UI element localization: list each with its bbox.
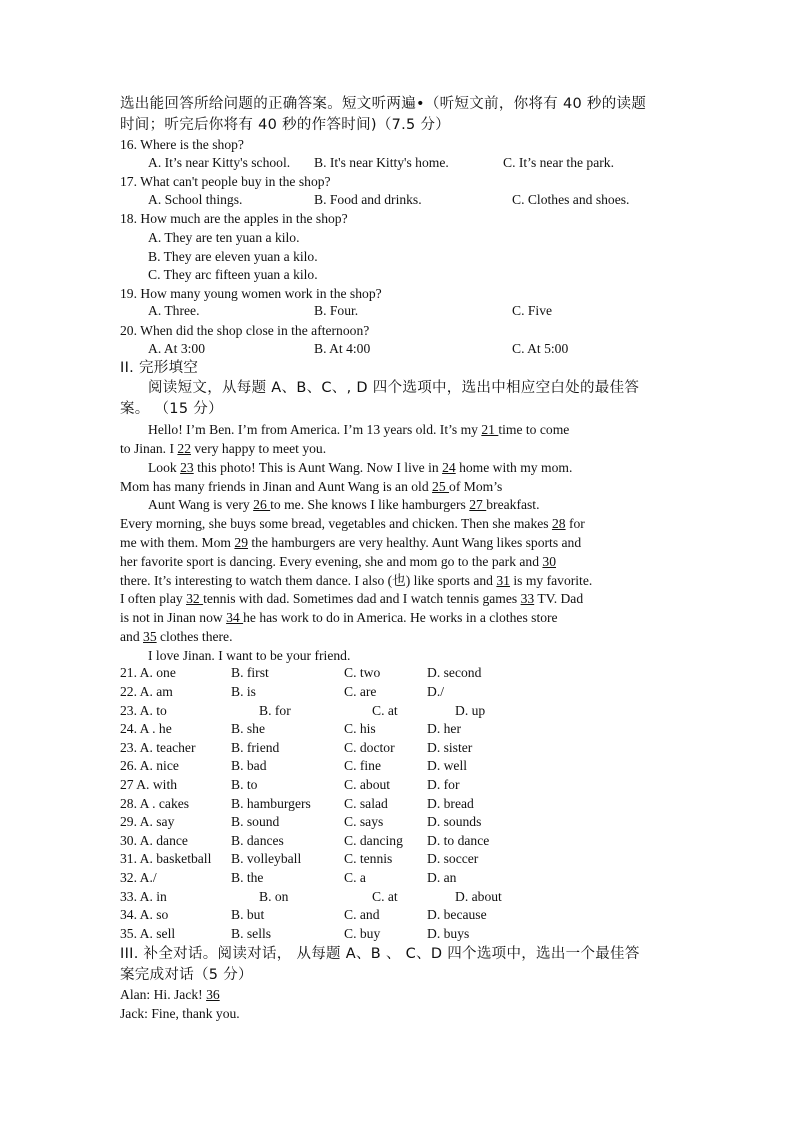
paragraph-3-line8: and 35 clothes there. (120, 628, 233, 644)
option-b: B. Four. (314, 303, 359, 319)
option-choice: C. at (372, 888, 398, 904)
option-choice: 35. A. sell (120, 925, 176, 941)
option-choice: D. an (427, 870, 457, 886)
blank-36: 36 (206, 987, 220, 1003)
option-choice: B. dances (231, 832, 284, 848)
option-row (120, 758, 676, 777)
option-row (120, 684, 676, 703)
paragraph-3-line7: is not in Jinan now 34 he has work to do in America. He works in a clothes store (120, 610, 558, 626)
option-choice: D. buys (427, 925, 470, 941)
option-choice: C. a (344, 870, 366, 886)
cloze-heading: II. 完形填空 (120, 360, 199, 377)
option-choice: 22. A. am (120, 684, 173, 700)
option-choice: 23. A. teacher (120, 739, 196, 755)
option-choice: B. she (231, 721, 265, 737)
option-choice: C. about (344, 777, 391, 793)
question-18-option-a: A. They are ten yuan a kilo. (148, 229, 300, 245)
option-choice: B. sound (231, 814, 280, 830)
option-choice: C. and (344, 907, 380, 923)
option-choice: D. up (455, 702, 486, 718)
paragraph-3-line2: Every morning, she buys some bread, vegetables and chicken. Then she makes 28 for (120, 516, 585, 532)
cloze-passage (120, 421, 676, 665)
option-c: C. It’s near the park. (503, 154, 614, 170)
option-choice: B. bad (231, 758, 267, 774)
option-choice: 29. A. say (120, 814, 175, 830)
option-choice: C. two (344, 665, 381, 681)
question-18: 18. How much are the apples in the shop? (120, 211, 348, 227)
option-choice: B. is (231, 684, 256, 700)
question-18-option-c: C. They arc fifteen yuan a kilo. (148, 267, 318, 283)
paragraph-2: Look 23 this photo! This is Aunt Wang. Now I live in 24 home with my mom. (148, 459, 573, 475)
option-row (120, 703, 676, 722)
option-choice: D. because (427, 907, 487, 923)
option-choice: D./ (427, 684, 444, 700)
paragraph-1-cont: to Jinan. I 22 very happy to meet you. (120, 440, 327, 456)
option-a: A. Three. (148, 303, 200, 319)
blank-26: 26 (253, 497, 271, 513)
blank-24: 24 (442, 459, 456, 475)
listening-instruction: 选出能回答所给问题的正确答案。短文听两遍•（听短文前，你将有 40 秒的读题 (120, 96, 647, 112)
option-choice: D. second (427, 665, 482, 681)
dialogue-heading: III. 补全对话。阅读对话， 从每题 A、B 、 C、D 四个选项中，选出一个最佳答 (120, 946, 640, 963)
blank-27: 27 (469, 497, 487, 513)
option-choice: C. tennis (344, 851, 393, 867)
blank-30: 30 (542, 553, 557, 569)
option-a: A. At 3:00 (148, 340, 206, 356)
option-choice: D. sounds (427, 814, 482, 830)
cloze-instruction: 阅读短文，从每题 A、B、C、, D 四个选项中，选出中相应空白处的最佳答 (148, 380, 640, 397)
option-choice: C. at (372, 702, 398, 718)
option-choice: D. sister (427, 739, 473, 755)
blank-35: 35 (143, 628, 157, 644)
option-choice: 21. A. one (120, 665, 176, 681)
option-b: B. It's near Kitty's home. (314, 154, 449, 170)
cloze-instruction-cont: 案。 （15 分） (120, 401, 223, 418)
blank-23: 23 (180, 459, 194, 475)
option-row (120, 870, 676, 889)
option-choice: 23. A. to (120, 702, 167, 718)
option-choice: 27 A. with (120, 777, 178, 793)
option-row (120, 740, 676, 759)
option-b: B. At 4:00 (314, 340, 371, 356)
option-choice: 33. A. in (120, 888, 167, 904)
option-row (120, 814, 676, 833)
option-row (120, 777, 676, 796)
paragraph-1: Hello! I’m Ben. I’m from America. I’m 13 years old. It’s my 21 time to come (148, 422, 570, 438)
option-choice: C. says (344, 814, 384, 830)
paragraph-3-line4: her favorite sport is dancing. Every evening, she and mom go to the park and 30 (120, 553, 557, 569)
blank-33: 33 (520, 591, 535, 607)
option-choice: D. to dance (427, 832, 490, 848)
option-choice: B. for (259, 702, 291, 718)
option-choice: B. the (231, 870, 264, 886)
paragraph-2-cont: Mom has many friends in Jinan and Aunt Wang is an old 25 of Mom’s (120, 478, 503, 494)
option-choice: C. dancing (344, 832, 403, 848)
option-choice: C. doctor (344, 739, 395, 755)
option-choice: 30. A. dance (120, 832, 188, 848)
option-choice: C. buy (344, 925, 381, 941)
exam-page (120, 94, 676, 1024)
question-16: 16. Where is the shop? (120, 137, 244, 152)
blank-21: 21 (481, 422, 499, 438)
option-choice: 26. A. nice (120, 758, 179, 774)
paragraph-3: Aunt Wang is very 26 to me. She knows I like hamburgers 27 breakfast. (148, 497, 540, 513)
option-choice: 31. A. basketball (120, 851, 212, 867)
option-row (120, 833, 676, 852)
option-row (120, 665, 676, 684)
option-choice: D. for (427, 777, 460, 793)
blank-22: 22 (177, 440, 191, 456)
option-choice: D. soccer (427, 851, 479, 867)
dialogue-line-alan: Alan: Hi. Jack! 36 (120, 987, 220, 1003)
option-choice: B. on (259, 888, 289, 904)
option-choice: B. friend (231, 739, 280, 755)
option-row (120, 796, 676, 815)
option-choice: B. sells (231, 925, 272, 941)
question-17: 17. What can't people buy in the shop? (120, 174, 331, 190)
dialogue-line-jack: Jack: Fine, thank you. (120, 1005, 240, 1021)
blank-28: 28 (551, 516, 566, 532)
option-choice: C. fine (344, 758, 381, 774)
option-choice: B. volleyball (231, 851, 302, 867)
option-choice: 28. A . cakes (120, 795, 190, 811)
option-choice: 32. A./ (120, 870, 157, 886)
dialogue-heading-cont: 案完成对话（5 分） (120, 967, 253, 984)
blank-32: 32 (186, 591, 204, 607)
option-row (120, 851, 676, 870)
option-a: A. It’s near Kitty's school. (148, 154, 291, 170)
option-row (120, 721, 676, 740)
option-c: C. Five (512, 303, 553, 319)
option-choice: C. his (344, 721, 376, 737)
blank-29: 29 (234, 534, 248, 550)
question-17-options (120, 192, 676, 211)
paragraph-3-line5: there. It’s interesting to watch them dance. I also (也) like sports and 31 is my favorite. (120, 572, 593, 588)
option-choice: B. hamburgers (231, 795, 311, 811)
option-b: B. Food and drinks. (314, 191, 422, 207)
option-choice: 34. A. so (120, 907, 169, 923)
option-choice: D. her (427, 721, 461, 737)
option-c: C. Clothes and shoes. (512, 191, 630, 207)
blank-34: 34 (226, 610, 244, 626)
option-choice: D. well (427, 758, 468, 774)
paragraph-3-line6: I often play 32 tennis with dad. Sometimes dad and I watch tennis games 33 TV. Dad (120, 591, 584, 607)
option-choice: C. salad (344, 795, 388, 811)
option-a: A. School things. (148, 191, 243, 207)
question-16-options (120, 155, 676, 174)
question-18-option-b: B. They are eleven yuan a kilo. (148, 248, 318, 264)
blank-31: 31 (496, 572, 510, 588)
option-choice: B. but (231, 907, 265, 923)
paragraph-4: I love Jinan. I want to be your friend. (148, 647, 351, 663)
option-choice: C. are (344, 684, 377, 700)
option-c: C. At 5:00 (512, 340, 569, 356)
option-row (120, 926, 676, 945)
option-choice: B. first (231, 665, 269, 681)
question-19: 19. How many young women work in the shop? (120, 285, 382, 301)
question-20-options (120, 341, 676, 360)
question-20: 20. When did the shop close in the afternoon? (120, 322, 370, 338)
paragraph-3-line3: me with them. Mom 29 the hamburgers are very healthy. Aunt Wang likes sports and (120, 534, 582, 550)
option-choice: 24. A . he (120, 721, 172, 737)
option-choice: D. bread (427, 795, 474, 811)
listening-instruction-cont: 时间；听完后你将有 40 秒的作答时间)（7.5 分） (120, 117, 451, 133)
option-choice: D. about (455, 888, 502, 904)
question-19-options (120, 303, 676, 322)
cloze-options (120, 665, 676, 944)
blank-25: 25 (432, 478, 450, 494)
option-row (120, 889, 676, 908)
option-choice: B. to (231, 777, 258, 793)
option-row (120, 907, 676, 926)
